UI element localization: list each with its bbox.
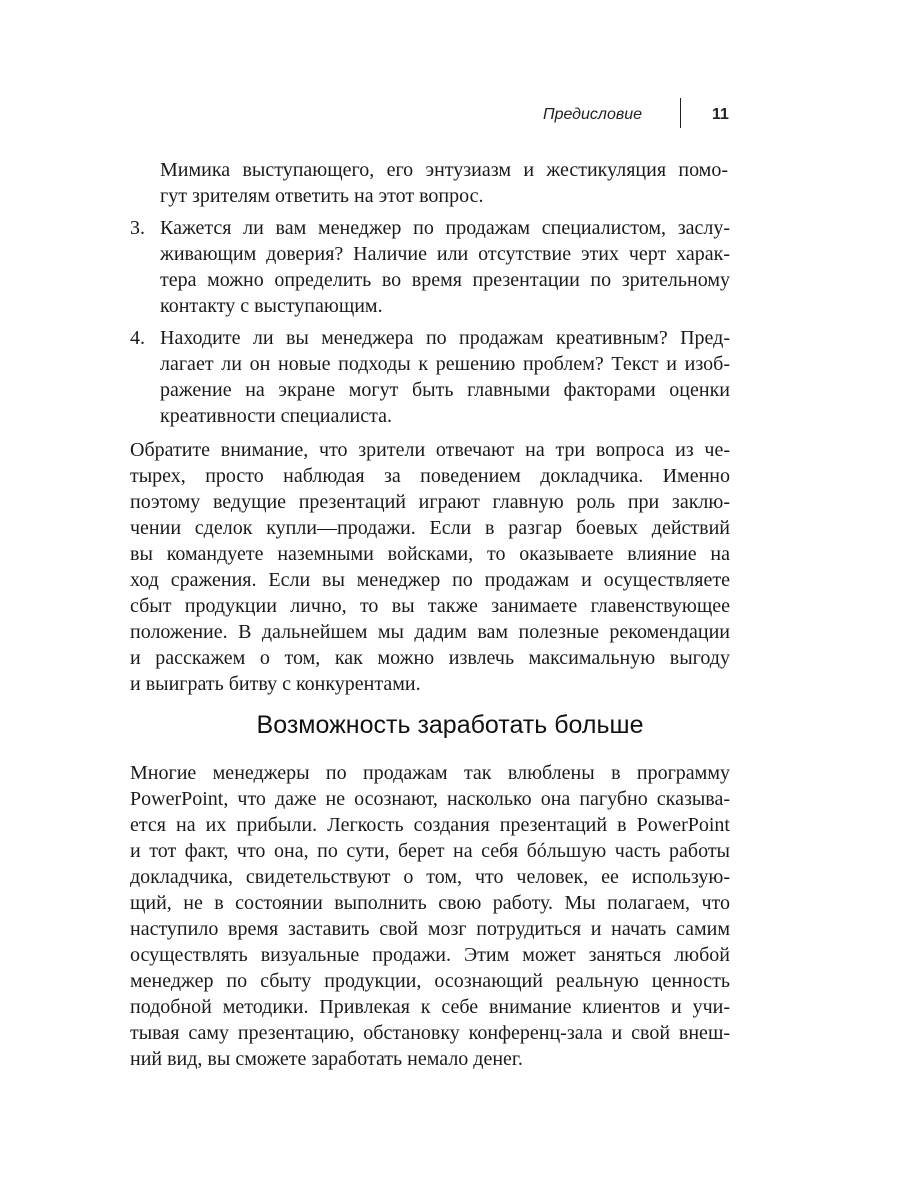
text-line: Мимика выступающего, его энтузиазм и жестикуляция помо- bbox=[160, 159, 728, 181]
list-item-line: ражение на экране могут быть главными факторами оценки bbox=[160, 379, 730, 401]
paragraph-line: ется на их прибыли. Легкость создания презентаций в PowerPoint bbox=[130, 814, 730, 836]
paragraph-line: тывая саму презентацию, обстановку конференц-зала и свой внеш- bbox=[130, 1022, 730, 1044]
paragraph-line: докладчика, свидетельствуют о том, что человек, ее использую- bbox=[130, 866, 730, 888]
paragraph-line: и тот факт, что она, по сути, берет на себя бóльшую часть работы bbox=[130, 840, 730, 862]
paragraph-line: и расскажем о том, как можно извлечь максимальную выгоду bbox=[130, 647, 730, 669]
paragraph-line: сбыт продукции лично, то вы также занимаете главенствующее bbox=[130, 595, 730, 617]
paragraph-line: Обратите внимание, что зрители отвечают на три вопроса из че- bbox=[130, 439, 730, 461]
list-item-line: контакту с выступающим. bbox=[160, 295, 383, 317]
paragraph-line: и выиграть битву с конкурентами. bbox=[130, 673, 421, 695]
paragraph-line: положение. В дальнейшем мы дадим вам полезные рекомендации bbox=[130, 621, 730, 643]
paragraph-line: вы командуете наземными войсками, то оказываете влияние на bbox=[130, 543, 730, 565]
paragraph-line: PowerPoint, что даже не осознают, насколько она пагубно сказыва- bbox=[130, 788, 730, 810]
paragraph-line: осуществлять визуальные продажи. Этим может заняться любой bbox=[130, 944, 730, 966]
list-item-line: креативности специалиста. bbox=[160, 405, 392, 427]
list-item-line: тера можно определить во время презентации по зрительному bbox=[160, 269, 730, 291]
paragraph-line: подобной методики. Привлекая к себе внимание клиентов и учи- bbox=[130, 996, 730, 1018]
running-header bbox=[0, 104, 900, 128]
list-item-number: 3. bbox=[130, 217, 145, 239]
list-item-number: 4. bbox=[130, 327, 145, 349]
paragraph-line: ний вид, вы сможете заработать немало денег. bbox=[130, 1048, 523, 1070]
paragraph-line: поэтому ведущие презентаций играют главную роль при заклю- bbox=[130, 491, 730, 513]
page-number: 11 bbox=[712, 106, 729, 123]
list-item-line: Кажется ли вам менеджер по продажам специалистом, заслу- bbox=[160, 217, 730, 239]
paragraph-line: ход сражения. Если вы менеджер по продажам и осуществляете bbox=[130, 569, 730, 591]
text-line: гут зрителям ответить на этот вопрос. bbox=[160, 185, 484, 207]
paragraph-line: щий, не в состоянии выполнить свою работу. Мы полагаем, что bbox=[130, 892, 730, 914]
list-item-line: Находите ли вы менеджера по продажам креативным? Пред- bbox=[160, 327, 730, 349]
paragraph-line: менеджер по сбыту продукции, осознающий реальную ценность bbox=[130, 970, 730, 992]
section-heading: Возможность заработать больше bbox=[256, 711, 644, 739]
running-head-section-title: Предисловие bbox=[542, 106, 642, 123]
paragraph-line: наступило время заставить свой мозг потрудиться и начать самим bbox=[130, 918, 730, 940]
list-item-line: лагает ли он новые подходы к решению проблем? Текст и изоб- bbox=[160, 353, 730, 375]
paragraph-line: тырех, просто наблюдая за поведением докладчика. Именно bbox=[130, 465, 730, 487]
list-item-line: живающим доверия? Наличие или отсутствие этих черт харак- bbox=[160, 243, 730, 265]
header-divider bbox=[680, 98, 681, 128]
paragraph-line: чении сделок купли—продажи. Если в разгар боевых действий bbox=[130, 517, 730, 539]
paragraph-line: Многие менеджеры по продажам так влюблены в программу bbox=[130, 762, 730, 784]
